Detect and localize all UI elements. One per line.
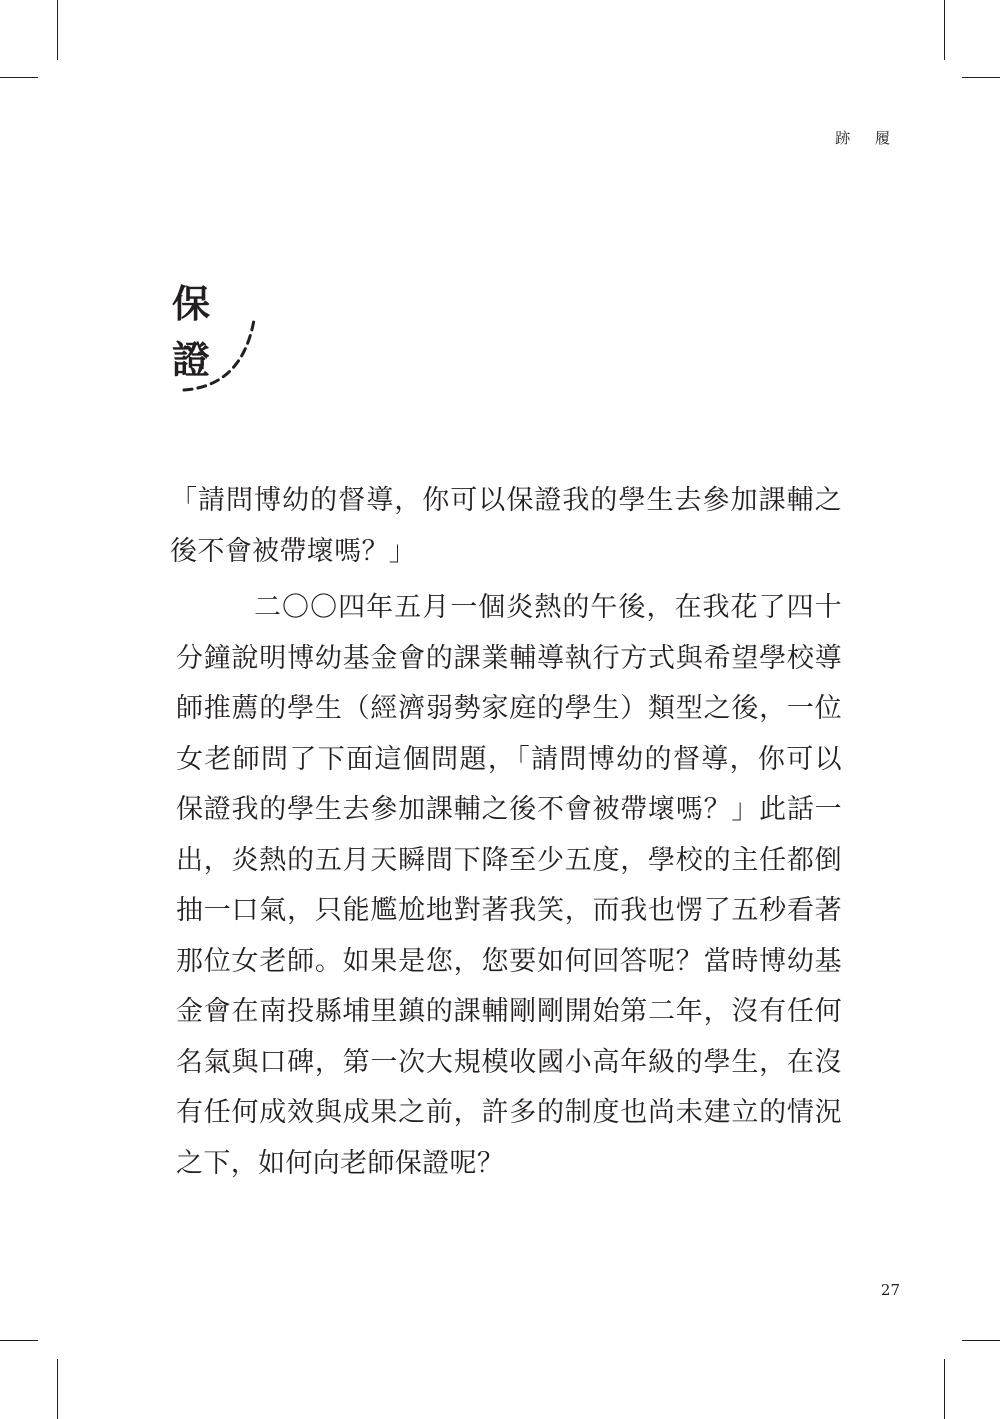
- crop-mark-top-right-horizontal: [962, 77, 1000, 78]
- crop-mark-top-left-vertical: [57, 0, 58, 60]
- main-paragraph: 二〇〇四年五月一個炎熱的午後，在我花了四十分鐘說明博幼基金會的課業輔導執行方式與希望學校導師推薦的學生（經濟弱勢家庭的學生）類型之後，一位女老師問了下面這個問題，「請問博幼的督導，你可以保證我的學生去參加課輔之後不會被帶壞嗎？」此話一出，炎熱的五月天瞬間下降至少五度，學校的主任都倒抽一口氣，只能尷尬地對著我笑，而我也愣了五秒看著那位女老師。如果是您，您要如何回答呢？當時博幼基金會在南投縣埔里鎮的課輔剛剛開始第二年，沒有任何名氣與口碑，第一次大規模收國小高年級的學生，在沒有任何成效與成果之前，許多的制度也尚未建立的情況之下，如何向老師保證呢？: [176, 592, 842, 1179]
- chapter-title-line-2: 證: [172, 338, 211, 382]
- crop-mark-bottom-right-vertical: [944, 1359, 945, 1419]
- chapter-title-line-1: 保: [172, 282, 211, 326]
- crop-mark-bottom-left-vertical: [57, 1359, 58, 1419]
- body-text: [170, 476, 842, 1189]
- crop-mark-bottom-left-horizontal: [0, 1340, 38, 1341]
- page-number: 27: [880, 1281, 900, 1299]
- crop-mark-bottom-right-horizontal: [962, 1340, 1000, 1341]
- crop-mark-top-left-horizontal: [0, 77, 38, 78]
- crop-mark-top-right-vertical: [944, 0, 945, 60]
- running-head: 跡 履: [835, 129, 900, 147]
- opening-quote-paragraph: 「請問博幼的督導，你可以保證我的學生去參加課輔之後不會被帶壞嗎？」: [170, 485, 842, 567]
- dashed-arc-ornament: [172, 312, 272, 402]
